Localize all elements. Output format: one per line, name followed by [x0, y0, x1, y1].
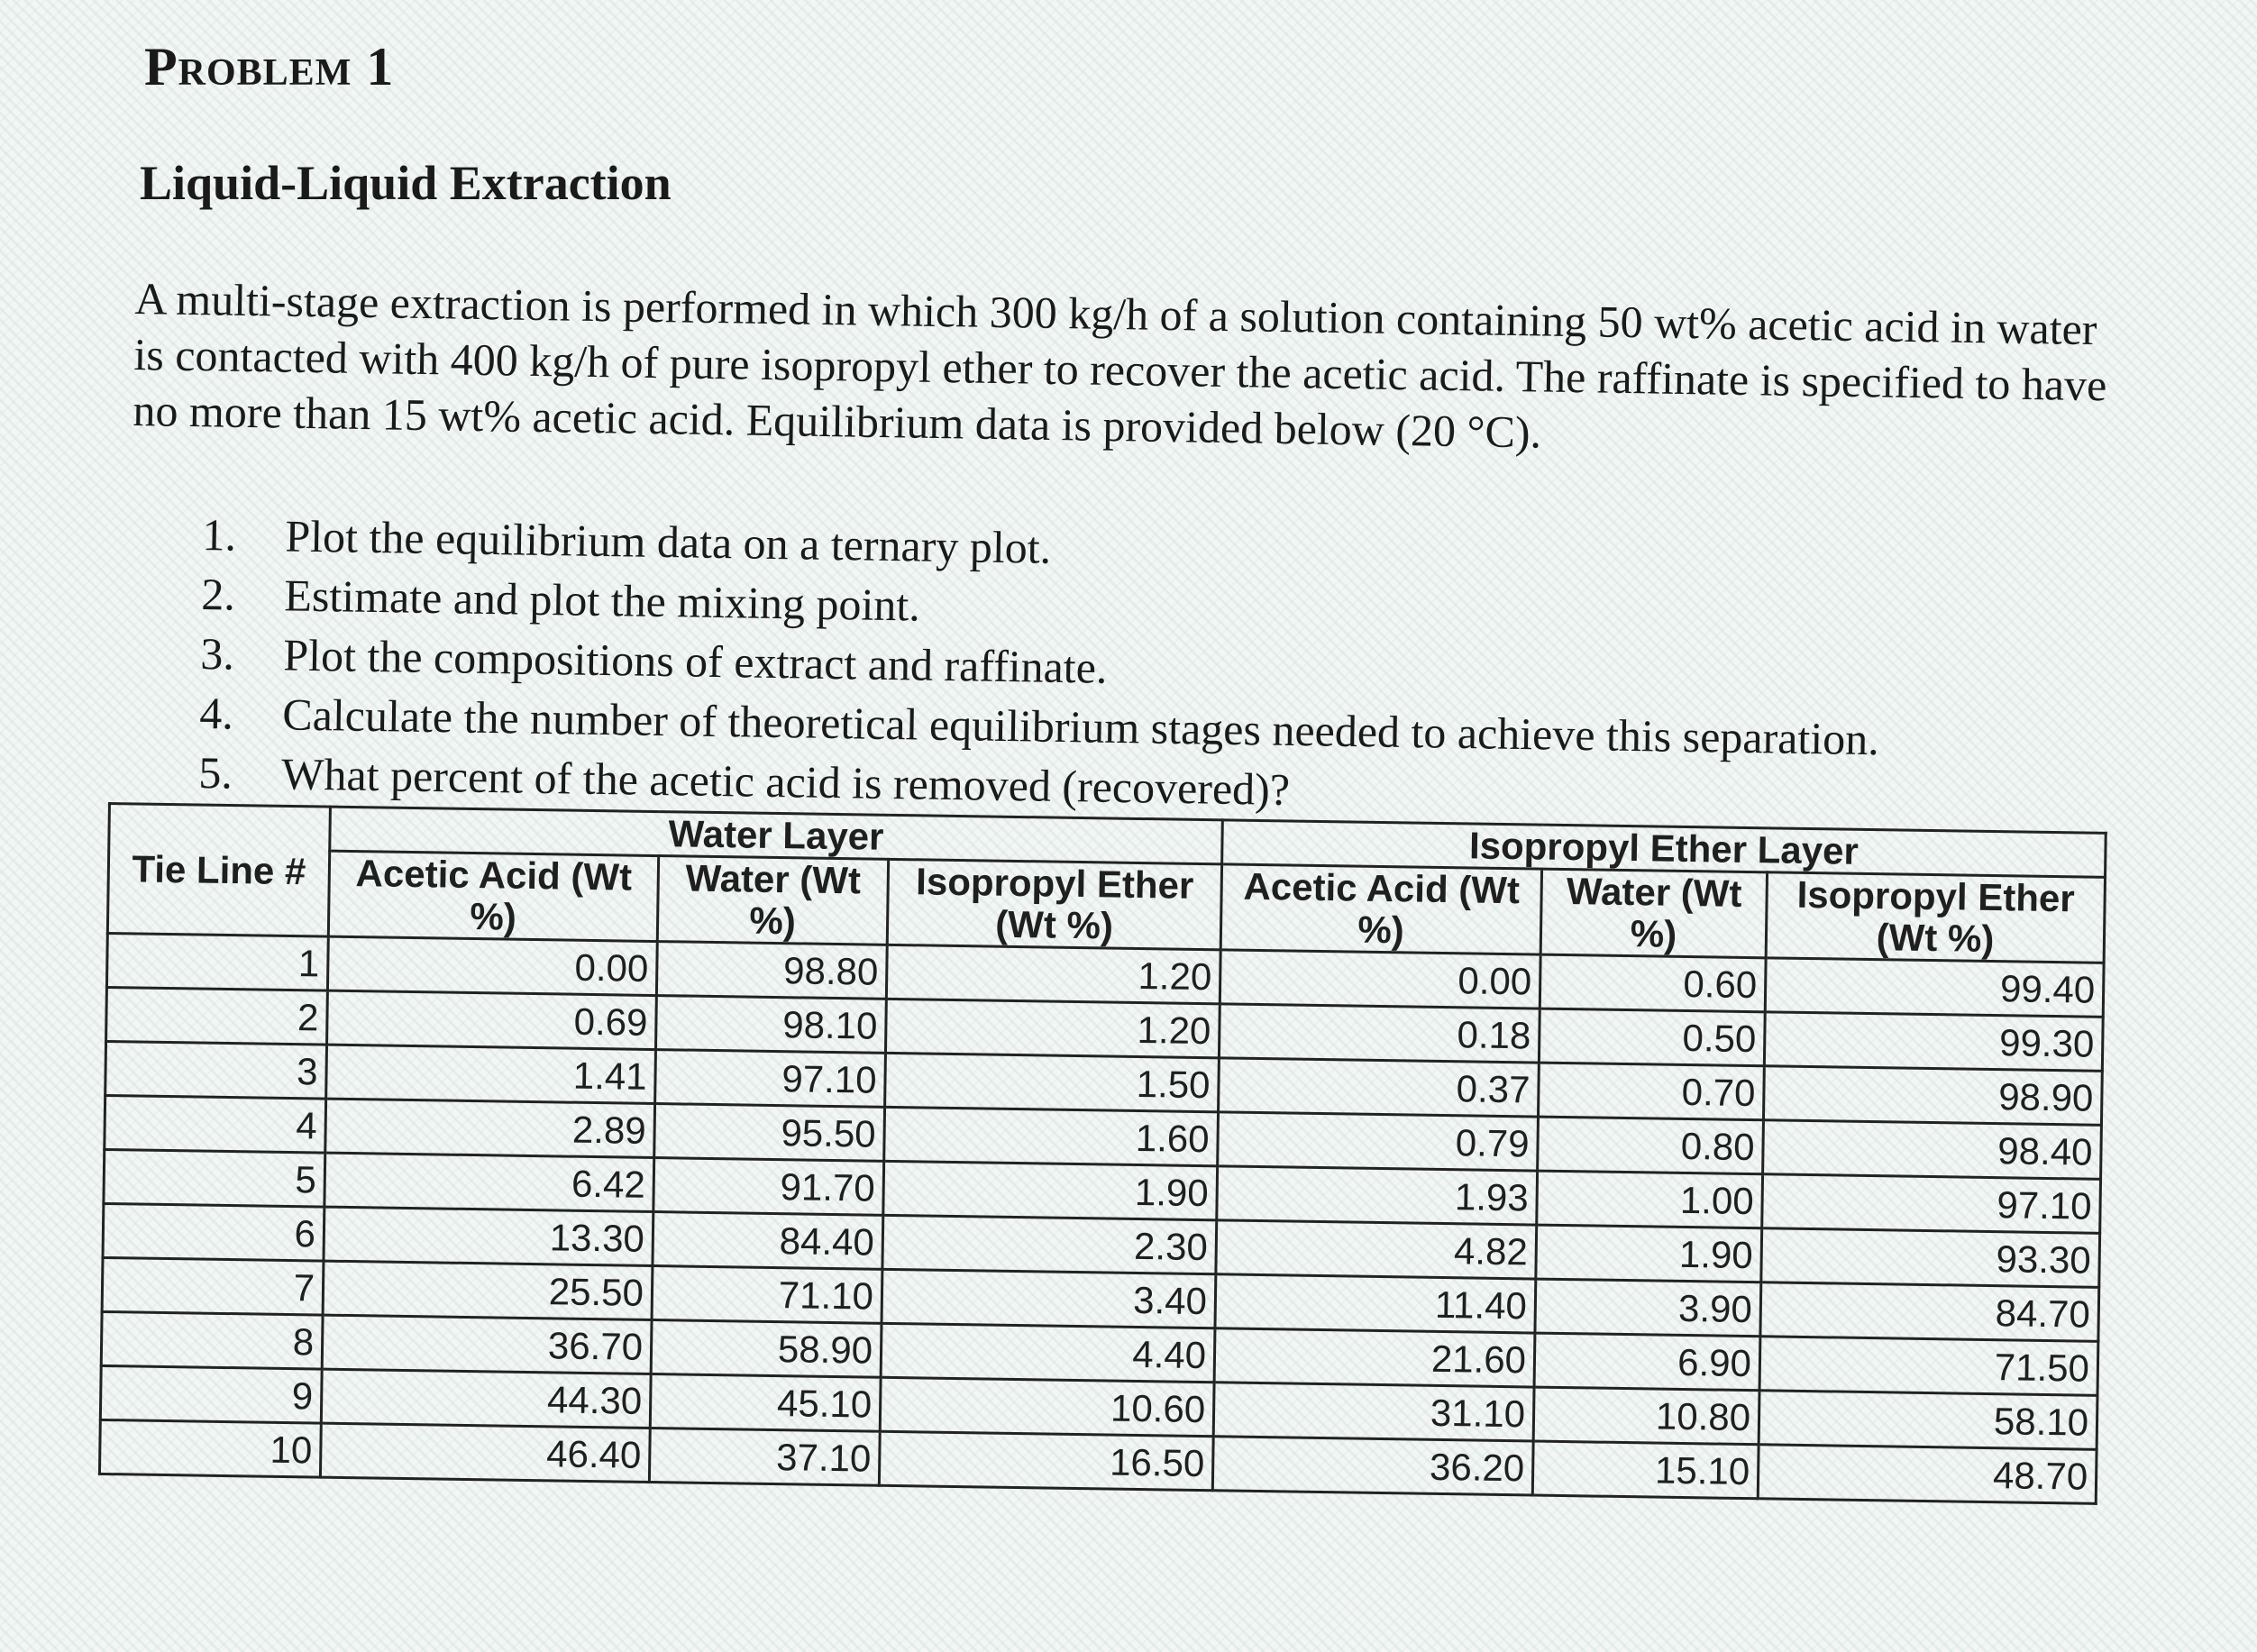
value-cell: 3.90	[1535, 1279, 1761, 1337]
value-cell: 99.30	[1764, 1012, 2103, 1072]
tie-line-cell: 2	[106, 987, 328, 1045]
value-cell: 4.82	[1216, 1220, 1537, 1279]
value-cell: 1.20	[885, 999, 1220, 1057]
value-cell: 97.10	[655, 1050, 886, 1108]
value-cell: 1.90	[883, 1161, 1218, 1219]
value-cell: 98.90	[1763, 1066, 2102, 1126]
value-cell: 91.70	[653, 1158, 884, 1216]
value-cell: 99.40	[1765, 958, 2104, 1018]
value-cell: 84.40	[653, 1212, 883, 1270]
value-cell: 1.20	[886, 945, 1220, 1003]
value-cell: 44.30	[321, 1369, 651, 1428]
question-number: 5.	[197, 746, 233, 799]
value-cell: 1.93	[1217, 1166, 1538, 1225]
tie-line-cell: 9	[100, 1365, 322, 1423]
value-cell: 0.60	[1540, 954, 1766, 1012]
value-cell: 16.50	[879, 1431, 1213, 1490]
value-cell: 3.40	[882, 1269, 1216, 1328]
tie-line-cell: 6	[103, 1203, 324, 1261]
value-cell: 0.80	[1538, 1117, 1764, 1174]
value-cell: 4.40	[881, 1323, 1215, 1382]
value-cell: 0.79	[1218, 1112, 1539, 1171]
value-cell: 71.50	[1759, 1337, 2098, 1396]
value-cell: 13.30	[324, 1207, 653, 1265]
value-cell: 25.50	[323, 1261, 653, 1319]
value-cell: 10.60	[880, 1377, 1214, 1436]
column-header: Acetic Acid (Wt %)	[328, 851, 658, 941]
value-cell: 1.50	[885, 1053, 1220, 1111]
value-cell: 71.10	[652, 1266, 882, 1324]
value-cell: 0.69	[327, 990, 657, 1049]
value-cell: 6.42	[324, 1153, 654, 1211]
ether-layer-header: Isopropyl Ether Layer	[1222, 820, 2106, 878]
question-number: 2.	[201, 568, 236, 620]
value-cell: 0.00	[1220, 950, 1540, 1009]
value-cell: 58.90	[651, 1320, 882, 1378]
value-cell: 10.80	[1533, 1387, 1759, 1445]
value-cell: 0.70	[1539, 1063, 1765, 1120]
tie-line-cell: 4	[105, 1095, 326, 1153]
value-cell: 6.90	[1534, 1333, 1760, 1391]
question-text: Plot the compositions of extract and raffinate.	[282, 629, 1108, 693]
value-cell: 0.00	[327, 936, 657, 995]
value-cell: 0.50	[1539, 1009, 1765, 1066]
equilibrium-table-wrapper	[98, 802, 2105, 1505]
column-header: Water (Wt %)	[657, 856, 888, 945]
question-text: Plot the equilibrium data on a ternary plot.	[285, 510, 1052, 573]
value-cell: 98.80	[656, 942, 887, 999]
column-header: Isopropyl Ether (Wt %)	[1766, 872, 2105, 963]
value-cell: 58.10	[1759, 1391, 2097, 1450]
value-cell: 2.89	[325, 1099, 655, 1157]
value-cell: 21.60	[1214, 1328, 1535, 1387]
value-cell: 31.10	[1213, 1383, 1534, 1441]
question-number: 3.	[199, 627, 235, 680]
problem-title: Problem 1	[144, 37, 395, 96]
tie-line-cell: 8	[101, 1311, 323, 1369]
water-layer-header: Water Layer	[330, 807, 1223, 864]
value-cell: 48.70	[1758, 1445, 2097, 1504]
question-text: Calculate the number of theoretical equilibrium stages needed to achieve this separation.	[281, 689, 1880, 765]
value-cell: 36.70	[322, 1315, 652, 1374]
section-title: Liquid-Liquid Extraction	[140, 156, 672, 210]
question-number: 1.	[202, 508, 237, 561]
value-cell: 2.30	[882, 1215, 1217, 1273]
value-cell: 37.10	[649, 1428, 880, 1485]
question-list	[198, 505, 2141, 833]
value-cell: 98.40	[1763, 1120, 2102, 1180]
value-cell: 15.10	[1532, 1441, 1759, 1499]
value-cell: 45.10	[650, 1374, 881, 1432]
tie-line-cell: 3	[105, 1041, 327, 1099]
value-cell: 97.10	[1762, 1174, 2101, 1234]
problem-statement: A multi-stage extraction is performed in which 300 kg/h of a solution containing 50 wt% acetic acid in water is contacted with 400 kg/h of pure isopropyl ether to recover the acetic acid. The raffinate is specified to have no more than 15 wt% acetic acid. Equilibrium data is provided below (20 °C).	[132, 272, 2107, 458]
value-cell: 46.40	[320, 1423, 650, 1482]
tie-line-header: Tie Line #	[107, 804, 330, 937]
equilibrium-data-table	[98, 802, 2107, 1505]
column-header: Acetic Acid (Wt %)	[1220, 864, 1541, 954]
value-cell: 11.40	[1215, 1274, 1536, 1333]
tie-line-cell: 5	[104, 1149, 325, 1207]
tie-line-cell: 10	[99, 1419, 321, 1477]
value-cell: 1.90	[1536, 1225, 1762, 1282]
question-number: 4.	[198, 687, 234, 739]
tie-line-cell: 1	[106, 934, 328, 991]
value-cell: 98.10	[655, 996, 886, 1054]
tie-line-cell: 7	[102, 1257, 324, 1315]
value-cell: 93.30	[1761, 1228, 2100, 1288]
value-cell: 0.37	[1219, 1058, 1540, 1117]
value-cell: 0.18	[1219, 1004, 1540, 1063]
value-cell: 36.20	[1212, 1437, 1533, 1495]
value-cell: 84.70	[1760, 1282, 2099, 1342]
value-cell: 95.50	[654, 1104, 885, 1162]
question-text: What percent of the acetic acid is removed (recovered)?	[280, 748, 1291, 815]
value-cell: 1.60	[884, 1107, 1219, 1165]
column-header: Water (Wt %)	[1540, 869, 1767, 958]
question-text: Estimate and plot the mixing point.	[283, 570, 921, 631]
value-cell: 1.00	[1537, 1171, 1763, 1228]
column-header: Isopropyl Ether (Wt %)	[887, 859, 1221, 949]
value-cell: 1.41	[326, 1045, 656, 1103]
table-body	[99, 934, 2104, 1504]
